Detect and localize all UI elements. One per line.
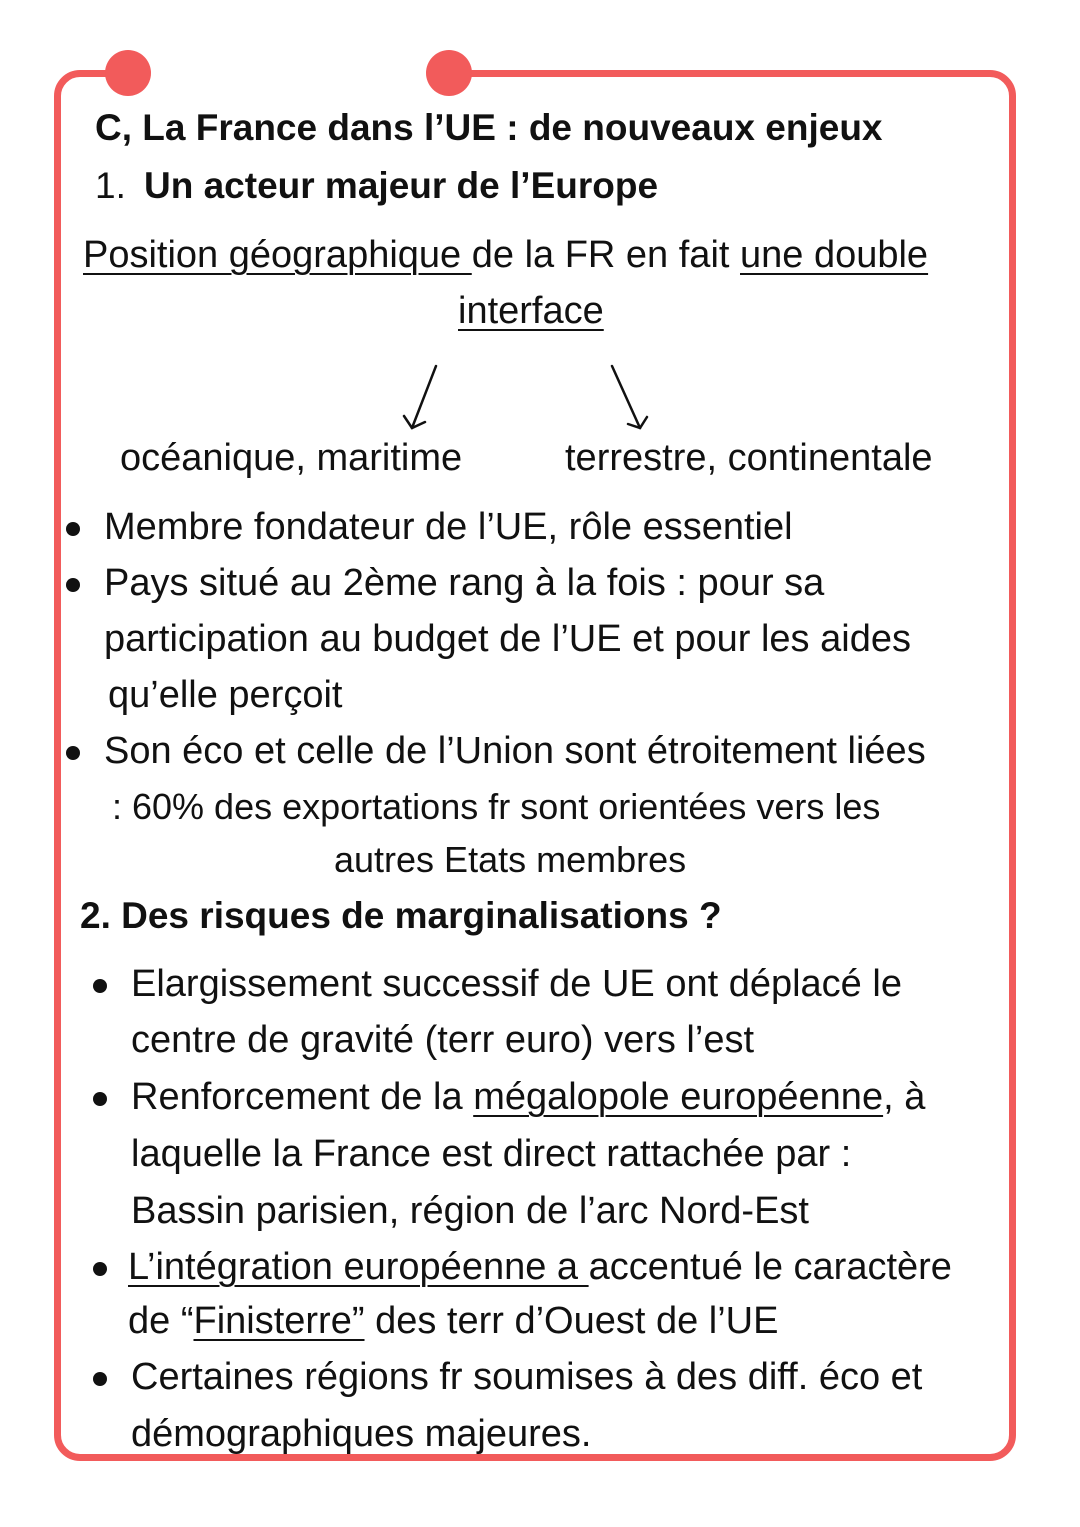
integration-term: L’intégration européenne a	[128, 1246, 589, 1288]
bullet1-line1: Membre fondateur de l’UE, rôle essentiel	[104, 506, 793, 548]
sub1-number: 1.	[95, 165, 126, 206]
bullet2-line4: laquelle la France est direct rattachée par :	[131, 1133, 852, 1175]
bullet-dot	[93, 979, 107, 993]
sub1-title: Un acteur majeur de l’Europe	[144, 165, 659, 206]
position-keyword: Position géographique	[83, 234, 472, 276]
bullet-dot	[93, 1372, 107, 1386]
bullet-dot	[93, 1262, 107, 1276]
bullet1-line6: : 60% des exportations fr sont orientées vers les	[112, 786, 881, 827]
position-middle: de la FR en fait	[471, 234, 740, 276]
sub2-title: 2. Des risques de marginalisations ?	[80, 895, 722, 936]
bullet2-line9: démographiques majeures.	[131, 1413, 592, 1455]
position-double: une double	[740, 234, 929, 276]
bullet1-line7: autres Etats membres	[334, 839, 687, 880]
finisterre-term: Finisterre”	[193, 1300, 365, 1342]
bullet2-line1: Elargissement successif de UE ont déplacé le	[131, 963, 902, 1005]
bullet2-line5: Bassin parisien, région de l’arc Nord-Est	[131, 1190, 809, 1232]
bullet2-line8: Certaines régions fr soumises à des diff. éco et	[131, 1356, 923, 1398]
bullet2-line3: Renforcement de la mégalopole européenne, à	[131, 1076, 926, 1118]
arrow-right-icon	[612, 366, 640, 428]
bullet-dot	[66, 746, 80, 760]
bullet1-line4: qu’elle perçoit	[108, 674, 343, 716]
bullet1-line3: participation au budget de l’UE et pour les aides	[104, 618, 911, 660]
bullet2-line7: de “Finisterre” des terr d’Ouest de l’UE	[128, 1300, 779, 1342]
branch-left: océanique, maritime	[120, 437, 463, 479]
bullet-dot	[66, 578, 80, 592]
arrow-left-icon	[412, 366, 436, 428]
bullet1-line5: Son éco et celle de l’Union sont étroitement liées	[104, 730, 926, 772]
bullet-dot	[93, 1092, 107, 1106]
bullet2-line6: L’intégration européenne a accentué le caractère	[128, 1246, 952, 1288]
megalopole-term: mégalopole européenne	[473, 1076, 884, 1118]
section-c-title: C, La France dans l’UE : de nouveaux enjeux	[95, 107, 883, 148]
branch-right: terrestre, continentale	[565, 437, 933, 479]
bullet2-line2: centre de gravité (terr euro) vers l’est	[131, 1019, 755, 1061]
bullet1-line2: Pays situé au 2ème rang à la fois : pour sa	[104, 562, 825, 604]
position-interface: interface	[458, 290, 604, 332]
bullet-dot	[66, 522, 80, 536]
